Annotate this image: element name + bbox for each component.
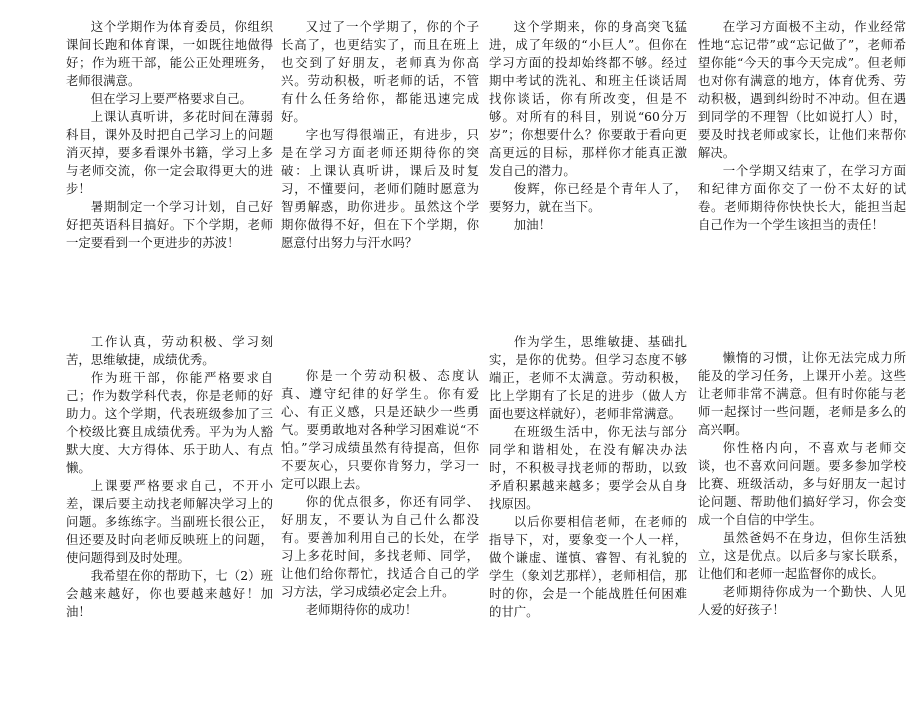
paragraph: 工作认真，劳动积极、学习刻苦，思维敏捷，成绩优秀。 <box>66 334 273 367</box>
paragraph: 在学习方面极不主动，作业经常性地“忘记带”或“忘记做了”，老师希望你能“今天的事今天完成”。但老师也对你有满意的地方，体育优秀、劳动积极，遇到纠纷时不冲动。但在遇到同学的不理智（比如说打人）时，要及时找老师或家长，让他们来帮你解决。 <box>698 19 906 160</box>
comment-block-3 <box>489 18 687 234</box>
paragraph: 字也写得很端正，有进步，只是在学习方面老师还期待你的突破：上课认真听讲，课后及时复习，不懂要问，老师们随时愿意为智勇解惑，助你进步。虽然这个学期你做得不好，但在下个学期，你愿意付出努力与汗水吗？ <box>281 127 479 250</box>
paragraph: 在班级生活中，你无法与部分同学和谐相处，在没有解决办法时，不积极寻找老师的帮助，以致矛盾积累越来越多；要学会从自身找原因。 <box>489 424 687 511</box>
paragraph: 老师期待你成为一个勤快、人见人爱的好孩子！ <box>698 584 906 617</box>
paragraph: 懒惰的习惯，让你无法完成力所能及的学习任务，上课开小差。这些让老师非常不满意。但有时你能与老师一起探讨一些问题，老师是多么的高兴啊。 <box>698 350 906 437</box>
paragraph: 作为班干部，你能严格要求自己；作为数学科代表，你是老师的好助力。这个学期，代表班级参加了三个校级比赛且成绩优秀。平为为人豁默大度、大方得体、乐于助人、有点懒。 <box>66 370 273 475</box>
paragraph: 又过了一个学期了，你的个子长高了，也更结实了，而且在班上也交到了好朋友，老师真为你高兴。劳动积极，听老师的话，不管有什么任务给你，都能迅速完成好。 <box>281 19 479 124</box>
paragraph: 你是一个劳动积极、态度认真、遵守纪律的好学生。你有爱心、有正义感，只是还缺少一些勇气。要勇敢地对各种学习困难说“不怕。”学习成绩虽然有待提高，但你不要灰心，只要你肯努力，学习一定可以跟上去。 <box>281 368 479 491</box>
comment-block-2 <box>281 18 479 252</box>
paragraph: 我希望在你的帮助下，七（2）班会越来越好，你也要越来越好！加油！ <box>66 568 273 619</box>
paragraph: 俊辉，你已经是个青年人了，要努力，就在当下。 <box>489 181 687 214</box>
paragraph: 你性格内向，不喜欢与老师交谈，也不喜欢问问题。要多参加学校比赛、班级活动，多与好朋友一起讨论问题、帮助他们搞好学习，你会变成一个自信的中学生。 <box>698 440 906 527</box>
comment-block-8 <box>698 349 906 619</box>
paragraph: 但在学习上要严格要求自己。 <box>90 91 252 106</box>
comment-block-7 <box>489 333 687 621</box>
paragraph: 这个学期来，你的身高突飞猛进，成了年级的“小巨人”。但你在学习方面的投却始终都不够。经过期中考试的洗礼、和班主任谈话周找你谈话，你有所改变，但是不够。对所有的科目，别说“60分万岁”；你想要什么？你要敢于看向更高更远的目标，那样你才能真正激发自己的潜力。 <box>489 19 687 178</box>
paragraph: 虽然爸妈不在身边，但你生活独立，这是优点。以后多与家长联系，让他们和老师一起监督你的成长。 <box>698 530 906 581</box>
paragraph: 作为学生，思维敏捷、基础扎实，是你的优势。但学习态度不够端正，老师不太满意。劳动积极，比上学期有了长足的进步（做人方面也要这样就好），老师非常满意。 <box>489 334 687 421</box>
paragraph: 一个学期又结束了，在学习方面和纪律方面你交了一份不太好的试卷。老师期待你快快长大，能担当起自己作为一个学生该担当的责任！ <box>698 163 906 232</box>
comment-block-1 <box>66 18 273 252</box>
comment-block-5 <box>66 333 273 621</box>
comment-block-6 <box>281 367 479 619</box>
paragraph: 以后你要相信老师，在老师的指导下，对，要象变一个人一样，做个谦虚、谨慎、睿智、有礼貌的学生（象刘艺那样），老师相信，那时的你，会是一个能战胜任何困难的甘广。 <box>489 514 687 619</box>
paragraph: 上课认真听讲，多花时间在薄弱科目，课外及时把自己学习上的问题消灭掉，要多看课外书籍，学习上多与老师交流，你一定会取得更大的进步！ <box>66 109 273 196</box>
paragraph: 这个学期作为体育委员，你组织课间长跑和体育课，一如既往地做得好；作为班干部，能公正处理班务，老师很满意。 <box>66 19 273 88</box>
comment-block-4 <box>698 18 906 234</box>
paragraph: 暑期制定一个学习计划，自己好好把英语科目搞好。下个学期，老师一定要看到一个更进步的苏波！ <box>66 199 273 250</box>
paragraph: 老师期待你的成功！ <box>305 602 418 617</box>
paragraph: 你的优点很多，你还有同学、好朋友，不要认为自己什么都没有。要善加利用自己的长处，在学习上多花时间，多找老师、同学，让他们给你帮忙，找适合自己的学习方法，学习成绩必定会上升。 <box>281 494 479 599</box>
paragraph: 加油！ <box>513 217 551 232</box>
paragraph: 上课要严格要求自己，不开小差，课后要主动找老师解决学习上的问题。多练练字。当副班长很公正，但还要及时向老师反映班上的问题，使问题得到及时处理。 <box>66 478 273 565</box>
